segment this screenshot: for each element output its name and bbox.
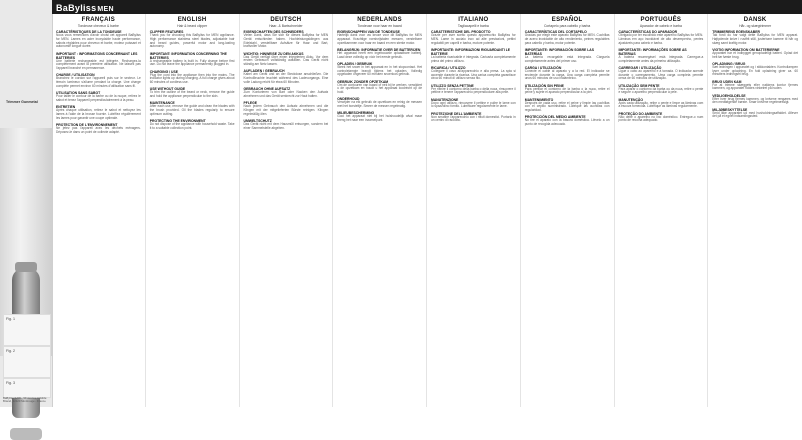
section-text: Apparatet har et indbygget genopladeligt batteri. Oplad det helt før første brug. bbox=[712, 50, 798, 59]
section-text: Verwijder na elk gebruik de opzetkam en reinig de messen met het borsteltje. Smeer de messen regelmatig. bbox=[337, 100, 422, 109]
section-heading: PROTECCIÓN DEL MEDIO AMBIENTE bbox=[524, 115, 586, 120]
section-heading: GEBRAUCH OHNE AUFSATZ bbox=[243, 87, 291, 92]
section-heading: PROTEÇÃO DO AMBIENTE bbox=[618, 111, 663, 116]
section-text: Plug the cord into the appliance then into the mains. The indicator lights up during charging. A full charge gives about 60 minutes of cordless use. bbox=[149, 72, 235, 85]
section-heading: BRUG UDEN KAM bbox=[712, 79, 742, 84]
blade-illustration bbox=[15, 262, 37, 272]
section-heading: PFLEGE bbox=[243, 101, 258, 106]
language-title: FRANÇAIS bbox=[81, 17, 116, 23]
section-heading: CHARGING / USE bbox=[149, 69, 179, 74]
language-column-7 bbox=[615, 14, 709, 407]
language-column-5 bbox=[427, 14, 521, 407]
charging-stand-illustration bbox=[10, 428, 42, 440]
language-title: ITALIANO bbox=[458, 17, 489, 23]
figure-1: Fig. 1 bbox=[3, 314, 51, 346]
language-column-6 bbox=[521, 14, 615, 407]
language-title: PORTUGUÊS bbox=[640, 17, 682, 23]
section-heading: IMPORTANTE: INFORMACIÓN SOBRE LAS BATERÍAS bbox=[524, 47, 595, 56]
section-text: Non smaltire l'apparecchio con i rifiuti domestici. Portarlo in un centro di raccolta. bbox=[431, 114, 516, 123]
language-column-2 bbox=[146, 14, 240, 407]
section-text: Do not dispose of the appliance with household waste. Take it to a suitable collection point. bbox=[149, 122, 235, 131]
section-text: Das Gerät nicht mit dem Hausmüll entsorgen, sondern bei einer Sammelstelle abgeben. bbox=[243, 122, 329, 131]
section-text: La batería recargable está integrada. Cárguela completamente antes del primer uso. bbox=[524, 54, 610, 63]
section-text: Collegare il cavo all'apparecchio e alla presa. La spia si accende durante la ricarica. Una carica completa garantisce circa 60 minuti di utilizzo senza filo. bbox=[431, 68, 516, 81]
section-heading: MANUTENÇÃO bbox=[618, 97, 643, 102]
section-text: Ligue o cabo ao aparelho e à tomada. O indicador acende durante o carregamento. Uma carga completa permite cerca de 60 minutos de utilização. bbox=[618, 68, 704, 81]
section-heading: UTILIZZO SENZA PETTINE bbox=[431, 83, 474, 88]
section-heading: UMWELTSCHUTZ bbox=[243, 119, 272, 124]
figure-2: Fig. 2 bbox=[3, 346, 51, 378]
section-heading: UTILISATION SANS SABOT bbox=[56, 91, 101, 96]
section-text: Gooi het apparaat niet bij het huishoudelijk afval maar breng het naar een inzamelpunt. bbox=[337, 114, 422, 123]
section-text: Gracias por elegir este aparato BaByliss for MEN. Cuchillas de acero inoxidable de alto rendimiento, peines regulables para cabello y barba, motor potente. bbox=[524, 32, 610, 45]
language-subtitle: Cortapelo para cabello y barba bbox=[543, 23, 591, 28]
section-heading: VEDLIGEHOLDELSE bbox=[712, 93, 746, 98]
language-title: DANSK bbox=[743, 17, 767, 23]
language-column-1 bbox=[52, 14, 146, 407]
language-subtitle: Tondeuse cheveux & barbe bbox=[77, 23, 119, 28]
language-title: DEUTSCH bbox=[270, 17, 302, 23]
section-text: Het apparaat heeft een ingebouwde oplaadbare batterij. Laad deze volledig op vóór het eerste gebruik. bbox=[337, 50, 422, 59]
section-text: Das Gerät verfügt über einen integrierten Akku. Vor dem ersten Gebrauch vollständig aufladen. Das Gerät nicht ständig am Netz lassen. bbox=[243, 54, 329, 67]
language-subtitle: Tagliacapelli e barba bbox=[457, 23, 489, 28]
product-label: Trimmer Gunmetal bbox=[6, 100, 38, 104]
section-heading: CARATTERISTICHE DEL PRODOTTO bbox=[431, 29, 491, 34]
language-subtitle: Hair & beard clipper bbox=[177, 23, 208, 28]
section-text: After each use, remove the guide and clean the blades with the brush provided. Oil the blades regularly to ensure optimum cutting. bbox=[149, 104, 235, 117]
section-heading: OPLADNING / BRUG bbox=[712, 61, 746, 66]
section-heading: UTILIZACIÓN SIN PEINE bbox=[524, 83, 564, 88]
section-heading: IMPORTANTE: INFORMAÇÕES SOBRE AS BATERIAS bbox=[618, 47, 687, 56]
section-heading: CARREGAR / UTILIZAÇÃO bbox=[618, 65, 662, 70]
section-text: Après chaque utilisation, retirez le sabot et nettoyez les lames à l'aide de la brosse fournie. Lubrifiez régulièrement les lames pour garantir une coupe optimale. bbox=[56, 108, 141, 121]
language-column-4 bbox=[333, 14, 427, 407]
section-text: Smid ikke apparatet ud med husholdningsaffaldet. Aflever det på et egnet indsamlingssted. bbox=[712, 110, 798, 119]
section-text: Sæt ledningen i apparatet og i stikkontakten. Kontrollampen lyser under opladning. En fuld opladning giver ca. 60 minutters ledningsfri brug. bbox=[712, 64, 798, 77]
section-heading: AUFLADEN / GEBRAUCH bbox=[243, 69, 285, 74]
section-text: Zum Konturieren von Bart oder Nacken den Aufsatz abnehmen und das Gerät senkrecht zur Haut halten. bbox=[243, 90, 329, 99]
section-heading: ONDERHOUD bbox=[337, 97, 360, 102]
section-heading: PROTECTION DE L'ENVIRONNEMENT bbox=[56, 123, 118, 128]
section-text: Dopo ogni utilizzo, rimuovere il pettine e pulire le lame con lo spazzolino fornito. Lubrificare regolarmente le lame. bbox=[431, 100, 516, 109]
section-text: La batteria ricaricabile è integrata. Caricarla completamente prima del primo utilizzo. bbox=[431, 54, 516, 63]
section-text: Después de cada uso, retire el peine y limpie las cuchillas con el cepillo suministrado. Lubrique las cuchillas con regularidad. bbox=[524, 100, 610, 113]
section-text: Efter hver brug fjernes kammen, og knivene rengøres med den medfølgende børste. Smør knivene regelmæssigt. bbox=[712, 96, 798, 105]
section-text: Thank you for choosing this BaByliss for MEN appliance. High performance stainless steel blades, adjustable hair and beard guides, powerful motor and long-lasting autonomy. bbox=[149, 32, 235, 49]
section-text: Não deite o aparelho no lixo doméstico. Entregue-o num ponto de recolha adequado. bbox=[618, 114, 704, 123]
section-heading: USE WITHOUT GUIDE bbox=[149, 87, 186, 92]
header-bar bbox=[52, 0, 802, 14]
section-text: Para aparar o contorno da barba ou da nuca, retire o pente e segure o aparelho perpendicular à pele. bbox=[618, 86, 704, 95]
section-heading: MANUTENZIONE bbox=[431, 97, 459, 102]
section-text: Om de contouren van baard of nek bij te werken, verwijdert u de opzetkam en houdt u het apparaat loodrecht op de huid. bbox=[337, 82, 422, 95]
section-text: No tire el aparato con la basura doméstica. Llévelo a un punto de recogida adecuado. bbox=[524, 118, 610, 127]
section-heading: BELANGRIJK: INFORMATIE OVER DE BATTERIJEN bbox=[337, 47, 421, 52]
section-text: A rechargeable battery is built in. Fully charge before first use. Do not leave the appliance permanently plugged in. bbox=[149, 58, 235, 67]
section-heading: WICHTIG: HINWEISE ZU DEN AKKUS bbox=[243, 51, 304, 56]
language-title: ENGLISH bbox=[177, 17, 207, 23]
manufacturer-address: BaByliss SARL, 99 avenue Aristide Briand, 92120 Montrouge - France bbox=[3, 396, 47, 404]
section-heading: ENTRETIEN bbox=[56, 105, 76, 110]
section-heading: RICARICA / UTILIZZO bbox=[431, 65, 466, 70]
section-heading: CARACTÉRISTIQUES DE LA TONDEUSE bbox=[56, 29, 122, 34]
language-subtitle: Aparador de cabelo e barba bbox=[639, 23, 682, 28]
section-heading: EIGENSCHAPPEN VAN DE TONDEUSE bbox=[337, 29, 400, 34]
section-text: Une batterie rechargeable est intégrée. Rechargez-la complètement avant la première utilisation. Ne laissez pas l'appareil branché en permanence. bbox=[56, 58, 141, 71]
section-heading: CARACTERÍSTICAS DO APARADOR bbox=[618, 29, 678, 34]
language-column-8 bbox=[708, 14, 802, 407]
section-heading: CHARGE / UTILISATION bbox=[56, 73, 95, 78]
section-text: Per rifinire il contorno della barba o della nuca, rimuovere il pettine e tenere l'apparecchio perpendicolare alla pelle. bbox=[431, 86, 516, 95]
section-text: Tak fordi du har valgt dette BaByliss for MEN apparat. Højtydende knive i rustfrit stål, justerbare kamme til hår og skæg samt kraftig motor. bbox=[712, 32, 798, 45]
section-heading: PROTEZIONE DELL'AMBIENTE bbox=[431, 111, 482, 116]
section-heading: EIGENSCHAFTEN DES SCHNEIDERS bbox=[243, 29, 304, 34]
section-heading: PROTECTING THE ENVIRONMENT bbox=[149, 119, 206, 124]
section-text: To trim the outline of the beard or neck, remove the guide and hold the appliance perpendicular to the skin. bbox=[149, 90, 235, 99]
section-heading: CARACTERÍSTICAS DEL CORTAPELO bbox=[524, 29, 587, 34]
language-column-3 bbox=[240, 14, 334, 407]
section-heading: GEBRUIK ZONDER OPZETKAM bbox=[337, 79, 389, 84]
section-heading: UTILIZAÇÃO SEM PENTE bbox=[618, 83, 660, 88]
section-heading: MILIEUBESCHERMING bbox=[337, 111, 375, 116]
section-heading: IMPORTANT : INFORMATIONS CONCERNANT LES BATTERIES bbox=[56, 51, 138, 60]
language-title: NEDERLANDS bbox=[357, 17, 402, 23]
language-subtitle: Tondeuse voor haar en baard bbox=[357, 23, 402, 28]
section-heading: MAINTENANCE bbox=[149, 101, 175, 106]
section-heading: MILJØBESKYTTELSE bbox=[712, 107, 748, 112]
section-heading: VIGTIG INFORMATION OM BATTERIERNE bbox=[712, 47, 780, 52]
section-text: Ne jetez pas l'appareil avec les déchets ménagers. Déposez-le dans un point de collecte adapté. bbox=[56, 126, 141, 135]
section-heading: IMPORTANT: INFORMATION CONCERNING THE BATTERIES bbox=[149, 51, 227, 60]
section-text: Hartelijk dank voor uw keuze voor dit BaByliss for MEN apparaat. Krachtige roestvrijstalen messen, verstelbare opzetkammen voor haar en baard en een sterke motor. bbox=[337, 32, 422, 45]
language-subtitle: Haar- & Bartschneider bbox=[269, 23, 303, 28]
section-text: Steek het snoer in het apparaat en in het stopcontact. Het controlelampje brandt tijdens het opladen. Volledig opgeladen ongeveer 60 minuten snoerloos gebruik. bbox=[337, 64, 422, 77]
language-title: ESPAÑOL bbox=[551, 17, 583, 23]
section-text: For at trimme skæggets eller nakkens kontur fjernes kammen, og apparatet holdes vinkelret på huden. bbox=[712, 82, 798, 91]
section-heading: OPLADEN / GEBRUIK bbox=[337, 61, 373, 66]
section-text: Branchez le cordon sur l'appareil puis sur le secteur. Le témoin lumineux s'allume pendant la charge. Une charge complète permet environ 60 minutes d'utilisation sans fil. bbox=[56, 76, 141, 89]
section-heading: MANTENIMIENTO bbox=[524, 97, 554, 102]
section-heading: TRIMMERENS EGENSKABER bbox=[712, 29, 760, 34]
section-text: Kabel am Gerät und an der Steckdose anschließen. Die Kontrollleuchte leuchtet während des Ladevorgangs. Eine volle Ladung reicht für etwa 60 Minuten. bbox=[243, 72, 329, 85]
section-heading: IMPORTANTE: INFORMAZIONI RIGUARDANTI LE BATTERIE bbox=[431, 47, 511, 56]
brand-logo: BaBylissMEN bbox=[56, 3, 114, 13]
section-text: Para perfilar el contorno de la barba o la nuca, retire el peine y sujete el aparato perpendicular a la piel. bbox=[524, 86, 610, 95]
section-text: Grazie per aver scelto questo apparecchio BaByliss for MEN. Lame in acciaio inox ad alte prestazioni, pettini regolabili per capelli e barba, motore potente. bbox=[431, 32, 516, 45]
section-heading: CLIPPER FEATURES bbox=[149, 29, 184, 34]
section-text: Conecte el cable al aparato y a la red. El indicador se enciende durante la carga. Una carga completa permite unos 60 minutos de uso inalámbrico. bbox=[524, 68, 610, 81]
section-text: A bateria recarregável está integrada. Carregue-a completamente antes da primeira utilização. bbox=[618, 54, 704, 63]
section-text: Obrigado por ter escolhido este aparelho BaByliss for MEN. Lâminas em aço inoxidável de alto desempenho, pentes ajustáveis para cabelo e barba. bbox=[618, 32, 704, 45]
sidebar-panel bbox=[0, 0, 53, 407]
section-text: Pour tailler le contour de la barbe ou de la nuque, retirez le sabot et tenez l'appareil perpendiculairement à la peau. bbox=[56, 94, 141, 103]
section-text: Nach jedem Gebrauch den Aufsatz abnehmen und die Klingen mit der mitgelieferten Bürste reinigen. Klingen regelmäßig ölen. bbox=[243, 104, 329, 117]
figure-3: Fig. 3 bbox=[3, 378, 51, 398]
section-heading: CARGA / UTILIZACIÓN bbox=[524, 65, 562, 70]
section-text: Vielen Dank, dass Sie sich für dieses BaByliss for MEN Gerät entschieden haben. Hochleistungsklingen aus Edelstahl, verstellbare Aufsätze für Haar und Bart, kraftvoller Motor. bbox=[243, 32, 329, 49]
section-text: Após cada utilização, retire o pente e limpe as lâminas com a escova fornecida. Lubrifique as lâminas regularmente. bbox=[618, 100, 704, 109]
language-subtitle: Hår- og skægtrimmer bbox=[739, 23, 772, 28]
section-text: Nous vous remercions d'avoir choisi cet appareil BaByliss for MEN. Lames en acier inoxydable haute performance, sabots réglables pour cheveux et barbe, moteur puissant et autonomie longue durée. bbox=[56, 32, 141, 49]
